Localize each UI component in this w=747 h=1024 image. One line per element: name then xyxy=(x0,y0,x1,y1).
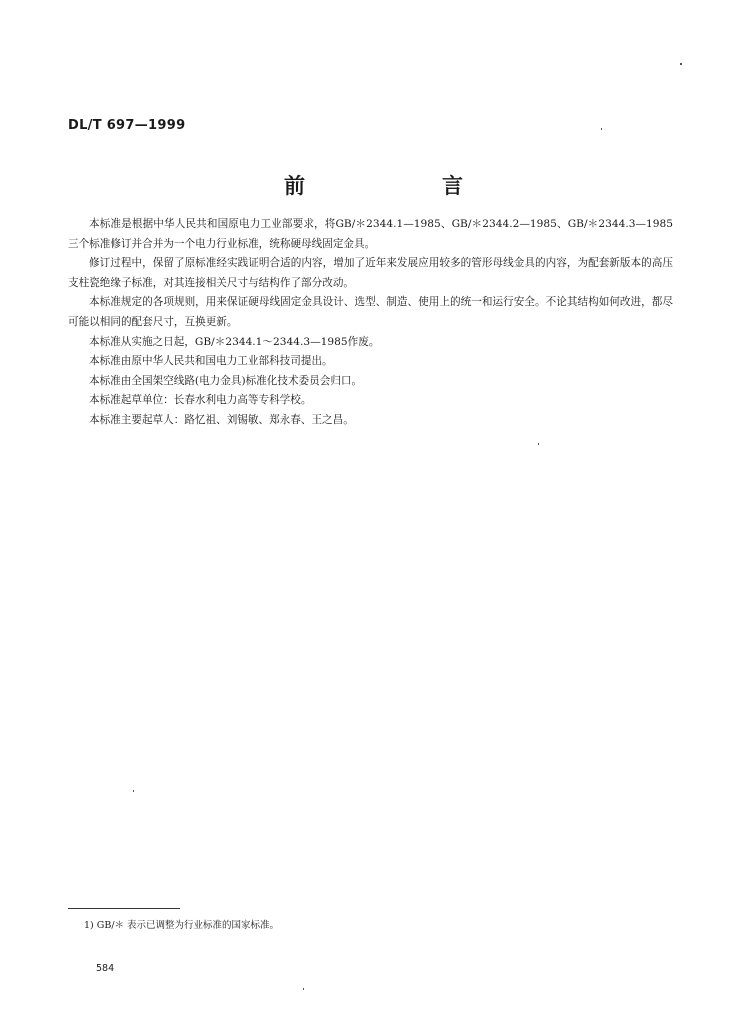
paragraph-administered-by: 本标准由全国架空线路(电力金具)标准化技术委员会归口。 xyxy=(89,374,363,387)
standard-code-header: DL/T 697—1999 xyxy=(68,118,186,133)
scan-speck xyxy=(680,63,682,65)
foreword-body xyxy=(68,215,673,431)
paragraph-drafting-unit: 本标准起草单位：长春水利电力高等专科学校。 xyxy=(89,394,312,407)
paragraph-revision-basis: 本标准是根据中华人民共和国原电力工业部要求，将GB/＊2344.1—1985、GB/＊2344.2—1985、GB/＊2344.3—1985三个标准修订并合并为一个电力行业标准，统称硬母线固定金具。 xyxy=(68,218,673,250)
paragraph-effective-date: 本标准从实施之日起，GB/＊2344.1～2344.3—1985作废。 xyxy=(89,335,380,348)
paragraph-rules-purpose: 本标准规定的各项规则，用来保证硬母线固定金具设计、选型、制造、使用上的统一和运行安全。不论其结构如何改进，都尽可能以相同的配套尺寸，互换更新。 xyxy=(68,296,673,328)
paragraph-drafters: 本标准主要起草人：路忆祖、刘锡敏、郑永春、王之昌。 xyxy=(89,413,354,426)
scan-speck xyxy=(303,988,304,990)
paragraph-proposed-by: 本标准由原中华人民共和国电力工业部科技司提出。 xyxy=(89,355,333,368)
footnote-divider xyxy=(68,908,180,909)
paragraph-revision-process: 修订过程中，保留了原标准经实践证明合适的内容，增加了近年来发展应用较多的管形母线金具的内容，为配套新版本的高压支柱瓷绝缘子标准，对其连接相关尺寸与结构作了部分改动。 xyxy=(68,257,673,289)
scan-speck xyxy=(538,443,539,445)
page-number: 584 xyxy=(96,963,115,974)
scan-speck xyxy=(601,128,602,130)
scan-speck xyxy=(133,790,134,792)
page-title: 前 言 xyxy=(284,174,521,198)
footnote: 1) GB/＊ 表示已调整为行业标准的国家标准。 xyxy=(84,920,280,931)
